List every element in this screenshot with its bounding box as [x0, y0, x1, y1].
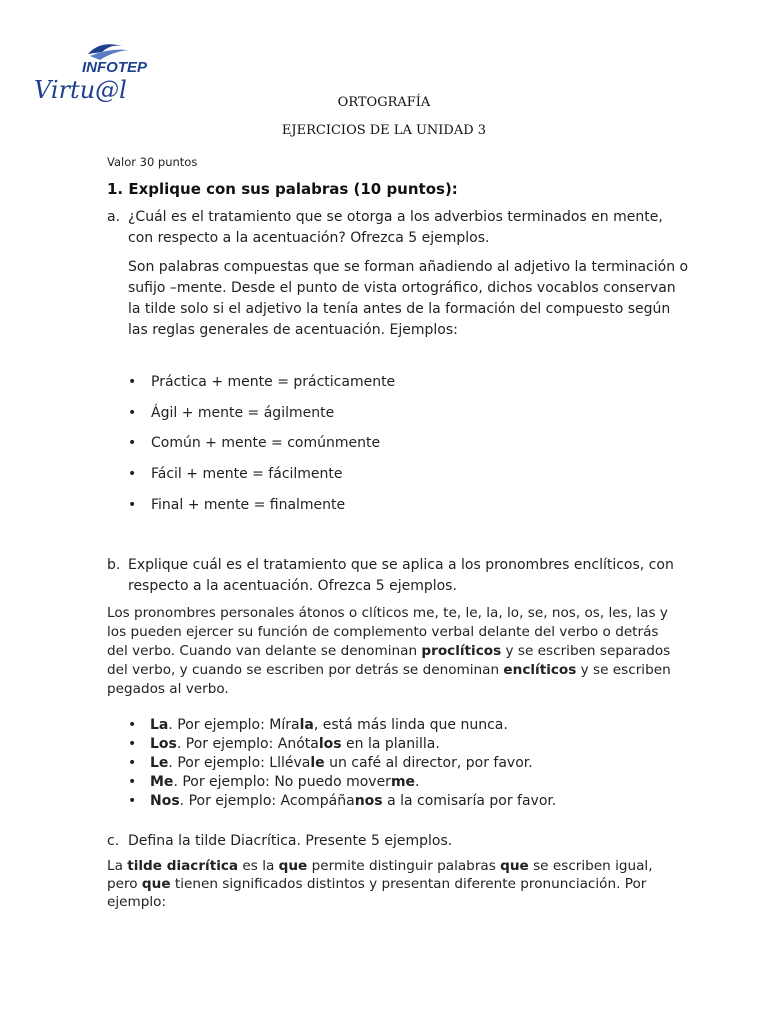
example-text: a la comisaría por favor. — [382, 793, 557, 809]
word-que: que — [141, 876, 171, 892]
pronoun-bold: los — [318, 736, 342, 752]
list-item — [128, 404, 334, 423]
part-c-answer — [107, 857, 653, 911]
list-item — [128, 716, 508, 735]
answer-text: La — [107, 858, 128, 874]
question-1-heading: 1. Explique con sus palabras (10 puntos): — [107, 180, 458, 198]
pronoun-bold: Le — [150, 755, 169, 771]
answer-text: es la — [238, 858, 279, 874]
part-c-answer-line: ejemplo: — [107, 894, 167, 910]
part-c-question: Defina la tilde Diacrítica. Presente 5 ejemplos. — [128, 833, 453, 849]
example-text: Ágil + mente = ágilmente — [151, 405, 335, 421]
part-b-question-line: respecto a la acentuación. Ofrezca 5 ejemplos. — [128, 578, 457, 594]
part-a-question-line: ¿Cuál es el tratamiento que se otorga a los adverbios terminados en mente, — [128, 209, 663, 225]
word-que: que — [278, 858, 308, 874]
answer-text: del verbo, y cuando se escriben por detrás se denominan — [107, 662, 504, 678]
answer-text: se escriben igual, — [528, 858, 653, 874]
answer-text: y se escriben separados — [501, 643, 671, 659]
answer-text: tienen significados distintos y presentan diferente pronunciación. Por — [170, 876, 647, 892]
part-a-question-line: con respecto a la acentuación? Ofrezca 5 ejemplos. — [128, 230, 490, 246]
part-c-answer-line — [107, 875, 653, 893]
part-b-answer-line — [107, 661, 671, 680]
logo-brand-text: INFOTEP — [82, 59, 148, 76]
part-b-answer — [107, 604, 671, 699]
pronoun-bold: nos — [354, 793, 383, 809]
part-b-answer-line: Los pronombres personales átonos o clíticos me, te, le, la, lo, se, nos, os, les, las y — [107, 605, 668, 621]
term-diacritic: tilde diacrítica — [127, 858, 239, 874]
example-text: Práctica + mente = prácticamente — [151, 374, 396, 390]
example-text: . Por ejemplo: Míra — [168, 717, 300, 733]
example-text: un café al director, por favor. — [324, 755, 533, 771]
pronoun-bold: Nos — [150, 793, 180, 809]
part-a-letter: a. — [107, 209, 121, 225]
part-b-question-line: Explique cuál es el tratamiento que se aplica a los pronombres enclíticos, con — [128, 557, 674, 573]
pronoun-bold: La — [150, 717, 169, 733]
word-que: que — [500, 858, 529, 874]
part-a-answer-line: Son palabras compuestas que se forman añadiendo al adjetivo la terminación o — [128, 259, 689, 275]
list-item — [128, 496, 345, 515]
term-proclitic: proclíticos — [421, 643, 502, 659]
pronoun-bold: le — [310, 755, 325, 771]
list-item — [128, 792, 556, 811]
part-a-answer-line: la tilde solo si el adjetivo la tenía antes de la formación del compuesto según — [128, 301, 671, 317]
list-item — [128, 434, 380, 453]
part-a-answer — [128, 257, 688, 341]
example-text: Común + mente = comúnmente — [151, 435, 381, 451]
example-text: . Por ejemplo: Acompáña — [179, 793, 355, 809]
part-c-answer-line — [107, 857, 653, 875]
part-b-answer-line: pegados al verbo. — [107, 681, 229, 697]
logo-script-text: Virtu@l — [34, 76, 127, 104]
example-text: , está más linda que nunca. — [313, 717, 508, 733]
document-title: ORTOGRAFÍA — [337, 95, 431, 110]
example-text: en la planilla. — [341, 736, 440, 752]
pronoun-bold: Los — [150, 736, 177, 752]
list-item — [128, 773, 419, 792]
part-b-answer-line: los pueden ejercer su función de complemento verbal delante del verbo o detrás — [107, 624, 659, 640]
term-enclitic: enclíticos — [503, 662, 577, 678]
part-b-answer-line — [107, 642, 671, 661]
pronoun-bold: me — [390, 774, 416, 790]
part-c-letter: c. — [107, 833, 120, 849]
list-item — [128, 735, 440, 754]
list-item — [128, 465, 343, 484]
answer-text: pero — [107, 876, 142, 892]
pronoun-bold: la — [299, 717, 314, 733]
answer-text: y se escriben — [576, 662, 671, 678]
part-a-answer-line: sufijo –mente. Desde el punto de vista ortográfico, dichos vocablos conservan — [128, 280, 676, 296]
pronoun-bold: Me — [150, 774, 174, 790]
part-b-question — [128, 555, 674, 597]
points-value: Valor 30 puntos — [107, 155, 198, 169]
example-text: . Por ejemplo: No puedo mover — [173, 774, 391, 790]
document-subtitle: EJERCICIOS DE LA UNIDAD 3 — [281, 123, 487, 138]
example-text: . Por ejemplo: Llléva — [168, 755, 311, 771]
answer-text: permite distinguir palabras — [307, 858, 501, 874]
part-a-question — [128, 207, 663, 249]
answer-text: del verbo. Cuando van delante se denominan — [107, 643, 422, 659]
part-a-answer-line: las reglas generales de acentuación. Ejemplos: — [128, 322, 458, 338]
part-b-letter: b. — [107, 557, 121, 573]
example-text: . Por ejemplo: Anóta — [176, 736, 319, 752]
example-text: . — [415, 774, 420, 790]
example-text: Fácil + mente = fácilmente — [151, 466, 343, 482]
list-item — [128, 754, 533, 773]
list-item — [128, 373, 395, 392]
example-text: Final + mente = finalmente — [151, 497, 346, 513]
